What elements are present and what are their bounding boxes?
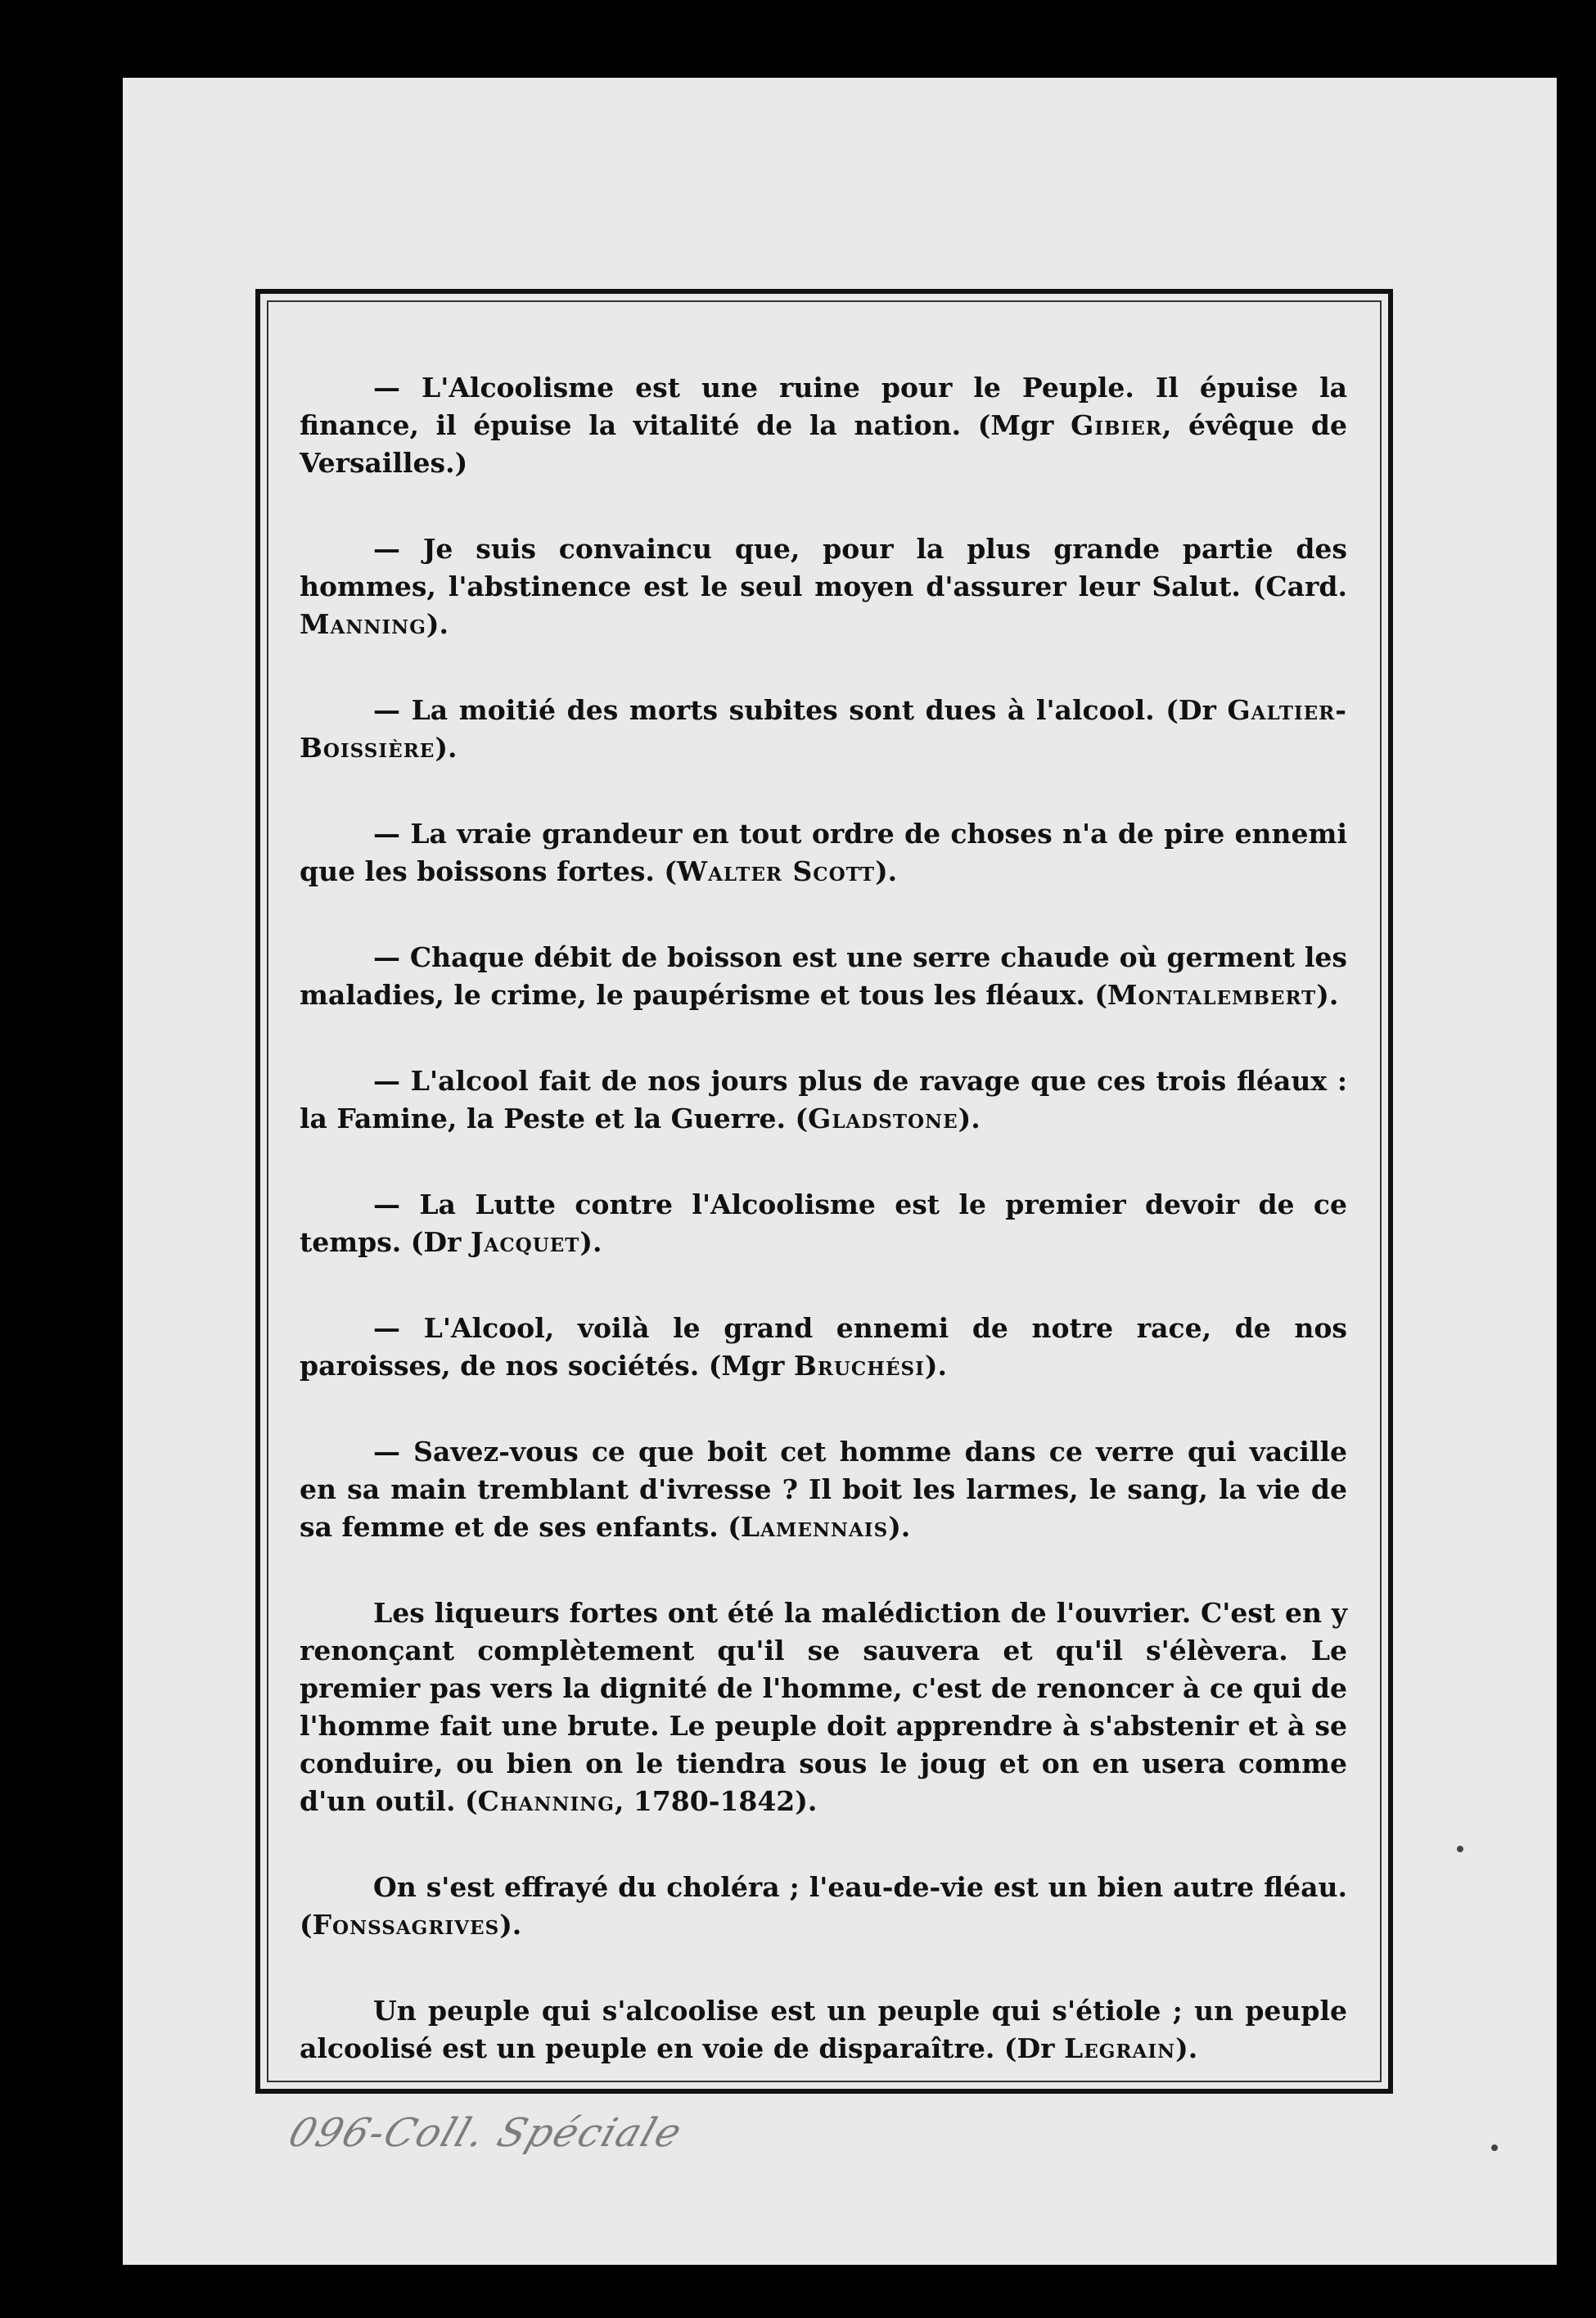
quote-manning: — Je suis convaincu que, pour la plus grande partie des hommes, l'abstinence est le seul moyen d'assurer leur Salut. (Card. Manning). (300, 533, 1347, 640)
quote-author: Lamennais (740, 1511, 889, 1543)
quote-author: Galtier-Boissière (300, 694, 1347, 764)
quote-bruchesi: — L'Alcool, voilà le grand ennemi de notre race, de nos paroisses, de nos sociétés. (Mgr Bruchési). (300, 1312, 1347, 1382)
quote-author: Montalembert (1107, 979, 1317, 1011)
quote-author: Gladstone (808, 1103, 958, 1134)
document-sheet (123, 78, 1557, 2265)
quote-author: Jacquet (470, 1226, 580, 1258)
quote-fonssagrives: On s'est effrayé du choléra ; l'eau-de-vie est un bien autre fléau. (Fonssagrives). (300, 1871, 1347, 1941)
quotes-list (300, 369, 1347, 2068)
quote-author: Gibier (1071, 409, 1162, 441)
quote-gibier: — L'Alcoolisme est une ruine pour le Peuple. Il épuise la finance, il épuise la vitalité de la nation. (Mgr Gibier, évêque de Versailles.) (300, 372, 1347, 479)
quote-montalembert: — Chaque débit de boisson est une serre chaude où germent les maladies, le crime, le paupérisme et tous les fléaux. (Montalembert). (300, 941, 1347, 1011)
quote-channing: Les liqueurs fortes ont été la malédiction de l'ouvrier. C'est en y renonçant complètement qu'il se sauvera et qu'il s'élèvera. Le premier pas vers la dignité de l'homme, c'est de renoncer à ce qui de l'homme fait une brute. Le peuple doit apprendre à s'abstenir et à se conduire, ou bien on le tiendra sous le joug et on en usera comme d'un outil. (Channing, 1780-1842). (300, 1597, 1347, 1817)
quote-author: Bruchési (793, 1350, 925, 1382)
quote-gladstone: — L'alcool fait de nos jours plus de ravage que ces trois fléaux : la Famine, la Peste et la Guerre. (Gladstone). (300, 1065, 1347, 1134)
quote-author: Channing (477, 1785, 615, 1817)
quote-jacquet: — La Lutte contre l'Alcoolisme est le premier devoir de ce temps. (Dr Jacquet). (300, 1188, 1347, 1258)
quote-walter-scott: — La vraie grandeur en tout ordre de choses n'a de pire ennemi que les boissons fortes. (Walter Scott). (300, 818, 1347, 887)
quote-author: Legrain (1064, 2032, 1176, 2064)
handwritten-annotation: 096-Coll. Spéciale (282, 2110, 689, 2156)
quote-lamennais: — Savez-vous ce que boit cet homme dans ce verre qui vacille en sa main tremblant d'ivresse ? Il boit les larmes, le sang, la vie de sa femme et de ses enfants. (Lamennais). (300, 1436, 1347, 1543)
quote-galtier-boissiere: — La moitié des morts subites sont dues à l'alcool. (Dr Galtier-Boissière). (300, 694, 1347, 764)
quote-author: Walter Scott (677, 855, 876, 887)
quote-author: Fonssagrives (312, 1909, 500, 1941)
quote-frame (255, 289, 1393, 2094)
quote-legrain: Un peuple qui s'alcoolise est un peuple qui s'étiole ; un peuple alcoolisé est un peuple en voie de disparaître. (Dr Legrain). (300, 1995, 1347, 2064)
quote-author: Manning (300, 608, 426, 640)
scan-speck (1491, 2144, 1498, 2151)
scan-speck (1457, 1846, 1463, 1852)
